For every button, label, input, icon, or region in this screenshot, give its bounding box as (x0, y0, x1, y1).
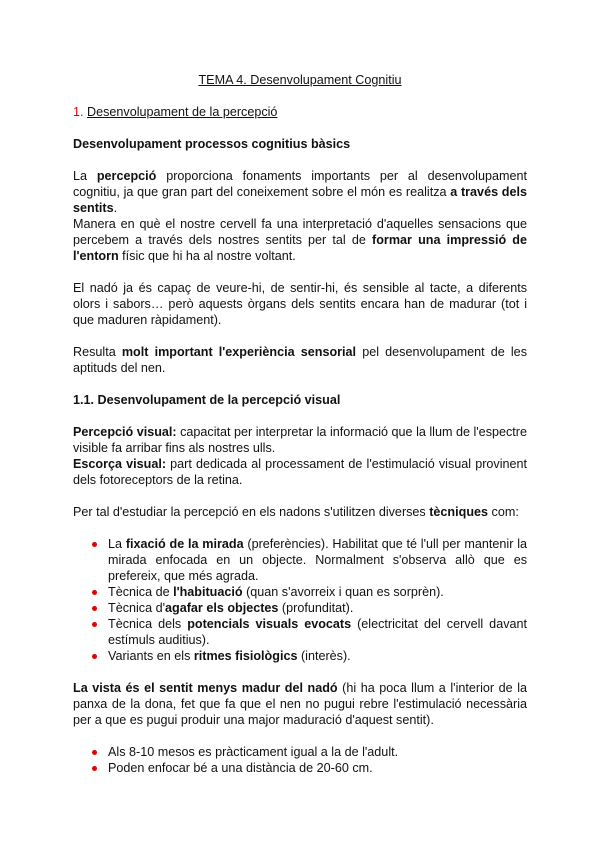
paragraph (73, 504, 527, 520)
text: Tècnica de (108, 585, 174, 599)
paragraph (73, 456, 527, 488)
text: Als 8-10 mesos es pràcticament igual a la de l'adult. (108, 745, 399, 759)
text: capacitat per interpretar la informació que la llum de l'espectre visible fa arribar fins als nostres ulls. (73, 425, 527, 455)
text: com: (488, 505, 519, 519)
bold-text: 1.1. Desenvolupament de la percepció visual (73, 393, 341, 407)
list-item (108, 760, 527, 776)
subheading: Desenvolupament processos cognitius bàsics (73, 137, 351, 151)
list-item (108, 648, 527, 664)
text: (preferències). Habilitat que té l'ull per mantenir la mirada enfocada en un objecte. Normalment s'observa allò que es prefereix, que més agrada. (108, 537, 527, 583)
text: Variants en els (108, 649, 194, 663)
bold-text: La vista és el sentit menys madur del nadó (73, 681, 338, 695)
text: (quan s'avorreix i quan es sorprèn). (242, 585, 444, 599)
bullet-icon (92, 654, 97, 659)
document-body (73, 168, 527, 776)
bold-text: tècniques (429, 505, 489, 519)
text: Poden enfocar bé a una distància de 20-60 cm. (108, 761, 373, 775)
text: . (113, 201, 118, 215)
bullet-icon (92, 590, 97, 595)
text: proporciona fonaments importants per al desenvolupament cognitiu, ja que gran part del coneixement sobre el món es realitza (73, 169, 527, 199)
bold-text: molt important l'experiència sensorial (121, 345, 357, 359)
bold-text: potencials visuals evocats (187, 617, 352, 631)
text: La (73, 169, 97, 183)
list-item (108, 584, 527, 600)
text: (profunditat). (278, 601, 354, 615)
bold-text: formar una impressió de l'entorn (73, 233, 527, 263)
paragraph (73, 680, 527, 728)
text: (interès). (297, 649, 351, 663)
bold-text: percepció (96, 169, 157, 183)
section-heading (73, 104, 527, 120)
section-number: 1. (73, 105, 84, 119)
section-title: Desenvolupament de la percepció (87, 105, 278, 119)
list-item (108, 744, 527, 760)
document-title: TEMA 4. Desenvolupament Cognitiu (198, 73, 402, 87)
bold-text: ritmes fisiològics (193, 649, 298, 663)
bullet-list (73, 744, 527, 776)
bold-text: Escorça visual: (73, 457, 167, 471)
bullet-icon (92, 766, 97, 771)
document-page (73, 72, 527, 792)
list-item (108, 536, 527, 584)
subsection-heading (73, 392, 527, 408)
bullet-icon (92, 750, 97, 755)
paragraph (73, 216, 527, 264)
paragraph (73, 424, 527, 456)
bold-text: fixació de la mirada (125, 537, 244, 551)
bullet-list (73, 536, 527, 664)
text: part dedicada al processament de l'estimulació visual provinent dels fotoreceptors de la retina. (73, 457, 528, 487)
list-item (108, 600, 527, 616)
paragraph (73, 280, 527, 328)
text: Resulta (73, 345, 122, 359)
bold-text: agafar els objectes (165, 601, 279, 615)
text: (electricitat del cervell davant estímuls auditius). (108, 617, 527, 647)
paragraph (73, 344, 527, 376)
bullet-icon (92, 622, 97, 627)
text: físic que hi ha al nostre voltant. (118, 249, 296, 263)
paragraph (73, 168, 527, 216)
text: Tècnica dels (108, 617, 188, 631)
text: Per tal d'estudiar la percepció en els nadons s'utilitzen diverses (73, 505, 430, 519)
text: (hi ha poca llum a l'interior de la panxa de la dona, fet que fa que el nen no pugui rebre l'estimulació necessària per a que es pugui produir una major maduració d'aquest sentit). (73, 681, 527, 727)
list-item (108, 616, 527, 648)
text: Tècnica d' (108, 601, 166, 615)
bold-text: Percepció visual: (73, 425, 177, 439)
bullet-icon (92, 542, 97, 547)
text: El nadó ja és capaç de veure-hi, de sentir-hi, és sensible al tacte, a diferents olors i sabors… però aquests òrgans dels sentits encara han de madurar (tot i que maduren ràpidament). (73, 281, 527, 327)
bold-text: a través dels sentits (73, 185, 527, 215)
text: pel desenvolupament de les aptituds del nen. (73, 345, 527, 375)
text: Manera en què el nostre cervell fa una interpretació d'aquelles sensacions que percebem a través dels nostres sentits per tal de (73, 217, 527, 247)
text: La (108, 537, 126, 551)
bullet-icon (92, 606, 97, 611)
bold-text: l'habituació (173, 585, 243, 599)
